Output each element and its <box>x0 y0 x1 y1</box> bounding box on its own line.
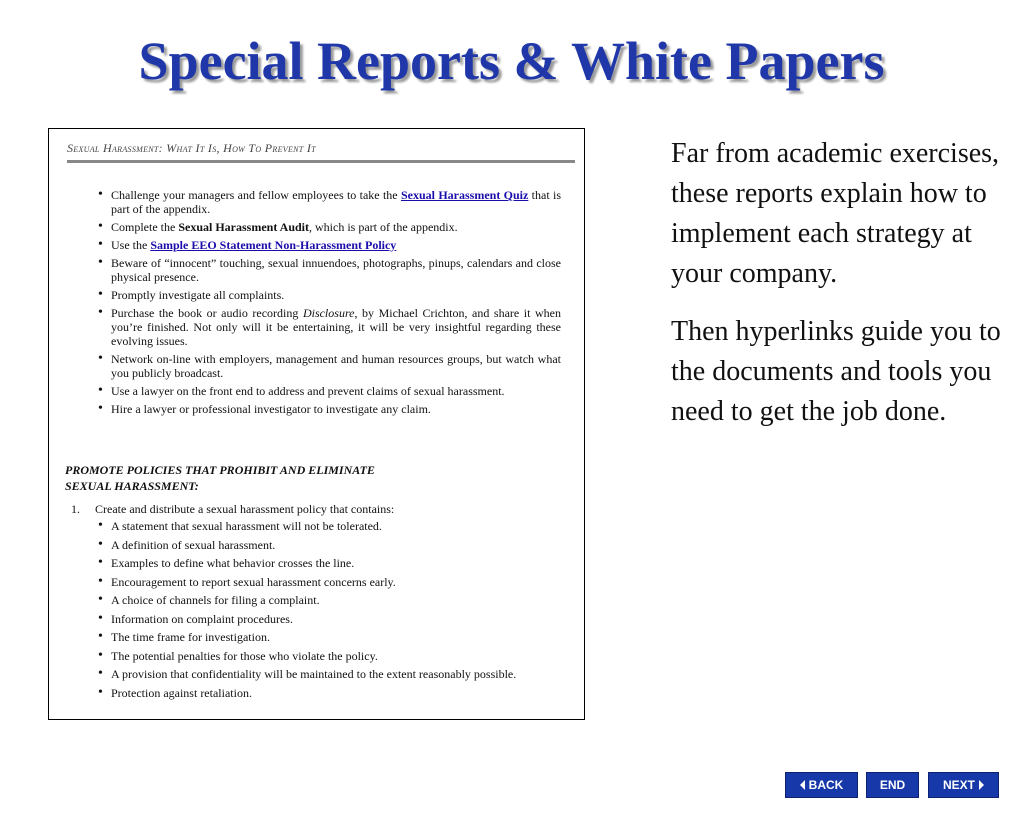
list-item: • Beware of “innocent” touching, sexual innuendoes, photographs, pinups, calendars and close physical presence. <box>95 256 561 284</box>
numbered-item <box>71 502 551 516</box>
next-button[interactable]: NEXT <box>928 772 999 798</box>
triangle-right-icon <box>979 780 984 790</box>
list-item: • Purchase the book or audio recording Disclosure, by Michael Crichton, and share it when you’re finished. Not only will it be entertaining, it will be very insightful regarding these evolving issues. <box>95 306 561 348</box>
list-item: • Use the Sample EEO Statement Non-Harassment Policy <box>95 238 561 252</box>
page-title: Special Reports & White Papers <box>138 31 885 91</box>
list-item: • Hire a lawyer or professional investigator to investigate any claim. <box>95 402 561 416</box>
list-item: • Promptly investigate all complaints. <box>95 288 561 302</box>
description-text <box>671 134 1016 450</box>
document-preview <box>48 128 585 720</box>
list-item: • The time frame for investigation. <box>95 630 561 644</box>
list-item: • A statement that sexual harassment will not be tolerated. <box>95 519 561 533</box>
description-paragraph: Then hyperlinks guide you to the documents and tools you need to get the job done. <box>671 316 1001 427</box>
prevention-tips-list <box>95 188 561 420</box>
item-number: 1. <box>71 502 80 516</box>
list-item: • A definition of sexual harassment. <box>95 538 561 552</box>
description-paragraph: Far from academic exercises, these reports explain how to implement each strategy at your company. <box>671 138 1000 289</box>
list-item: • Use a lawyer on the front end to address and prevent claims of sexual harassment. <box>95 384 561 398</box>
list-item: • Complete the Sexual Harassment Audit, which is part of the appendix. <box>95 220 561 234</box>
document-heading: Sexual Harassment: What It Is, How To Prevent It <box>67 141 575 163</box>
list-item: • Encouragement to report sexual harassment concerns early. <box>95 575 561 589</box>
list-item: • Information on complaint procedures. <box>95 612 561 626</box>
list-item: • Challenge your managers and fellow employees to take the Sexual Harassment Quiz that is part of the appendix. <box>95 188 561 216</box>
list-item: • Examples to define what behavior crosses the line. <box>95 556 561 570</box>
sexual-harassment-quiz-link[interactable]: Sexual Harassment Quiz <box>400 188 529 202</box>
item-text: Create and distribute a sexual harassment policy that contains: <box>95 502 395 516</box>
end-button[interactable]: END <box>866 772 919 798</box>
policy-contents-list <box>95 519 561 704</box>
list-item: • Network on-line with employers, management and human resources groups, but watch what you publicly broadcast. <box>95 352 561 380</box>
list-item: • The potential penalties for those who violate the policy. <box>95 649 561 663</box>
back-button[interactable]: BACK <box>785 772 858 798</box>
list-item: • A choice of channels for filing a complaint. <box>95 593 561 607</box>
triangle-left-icon <box>800 780 805 790</box>
section-heading: PROMOTE POLICIES THAT PROHIBIT AND ELIMINATE SEXUAL HARASSMENT: <box>65 463 375 493</box>
list-item: • Protection against retaliation. <box>95 686 561 700</box>
sample-eeo-statement-link[interactable]: Sample EEO Statement Non-Harassment Policy <box>150 238 397 252</box>
list-item: • A provision that confidentiality will be maintained to the extent reasonably possible. <box>95 667 561 681</box>
